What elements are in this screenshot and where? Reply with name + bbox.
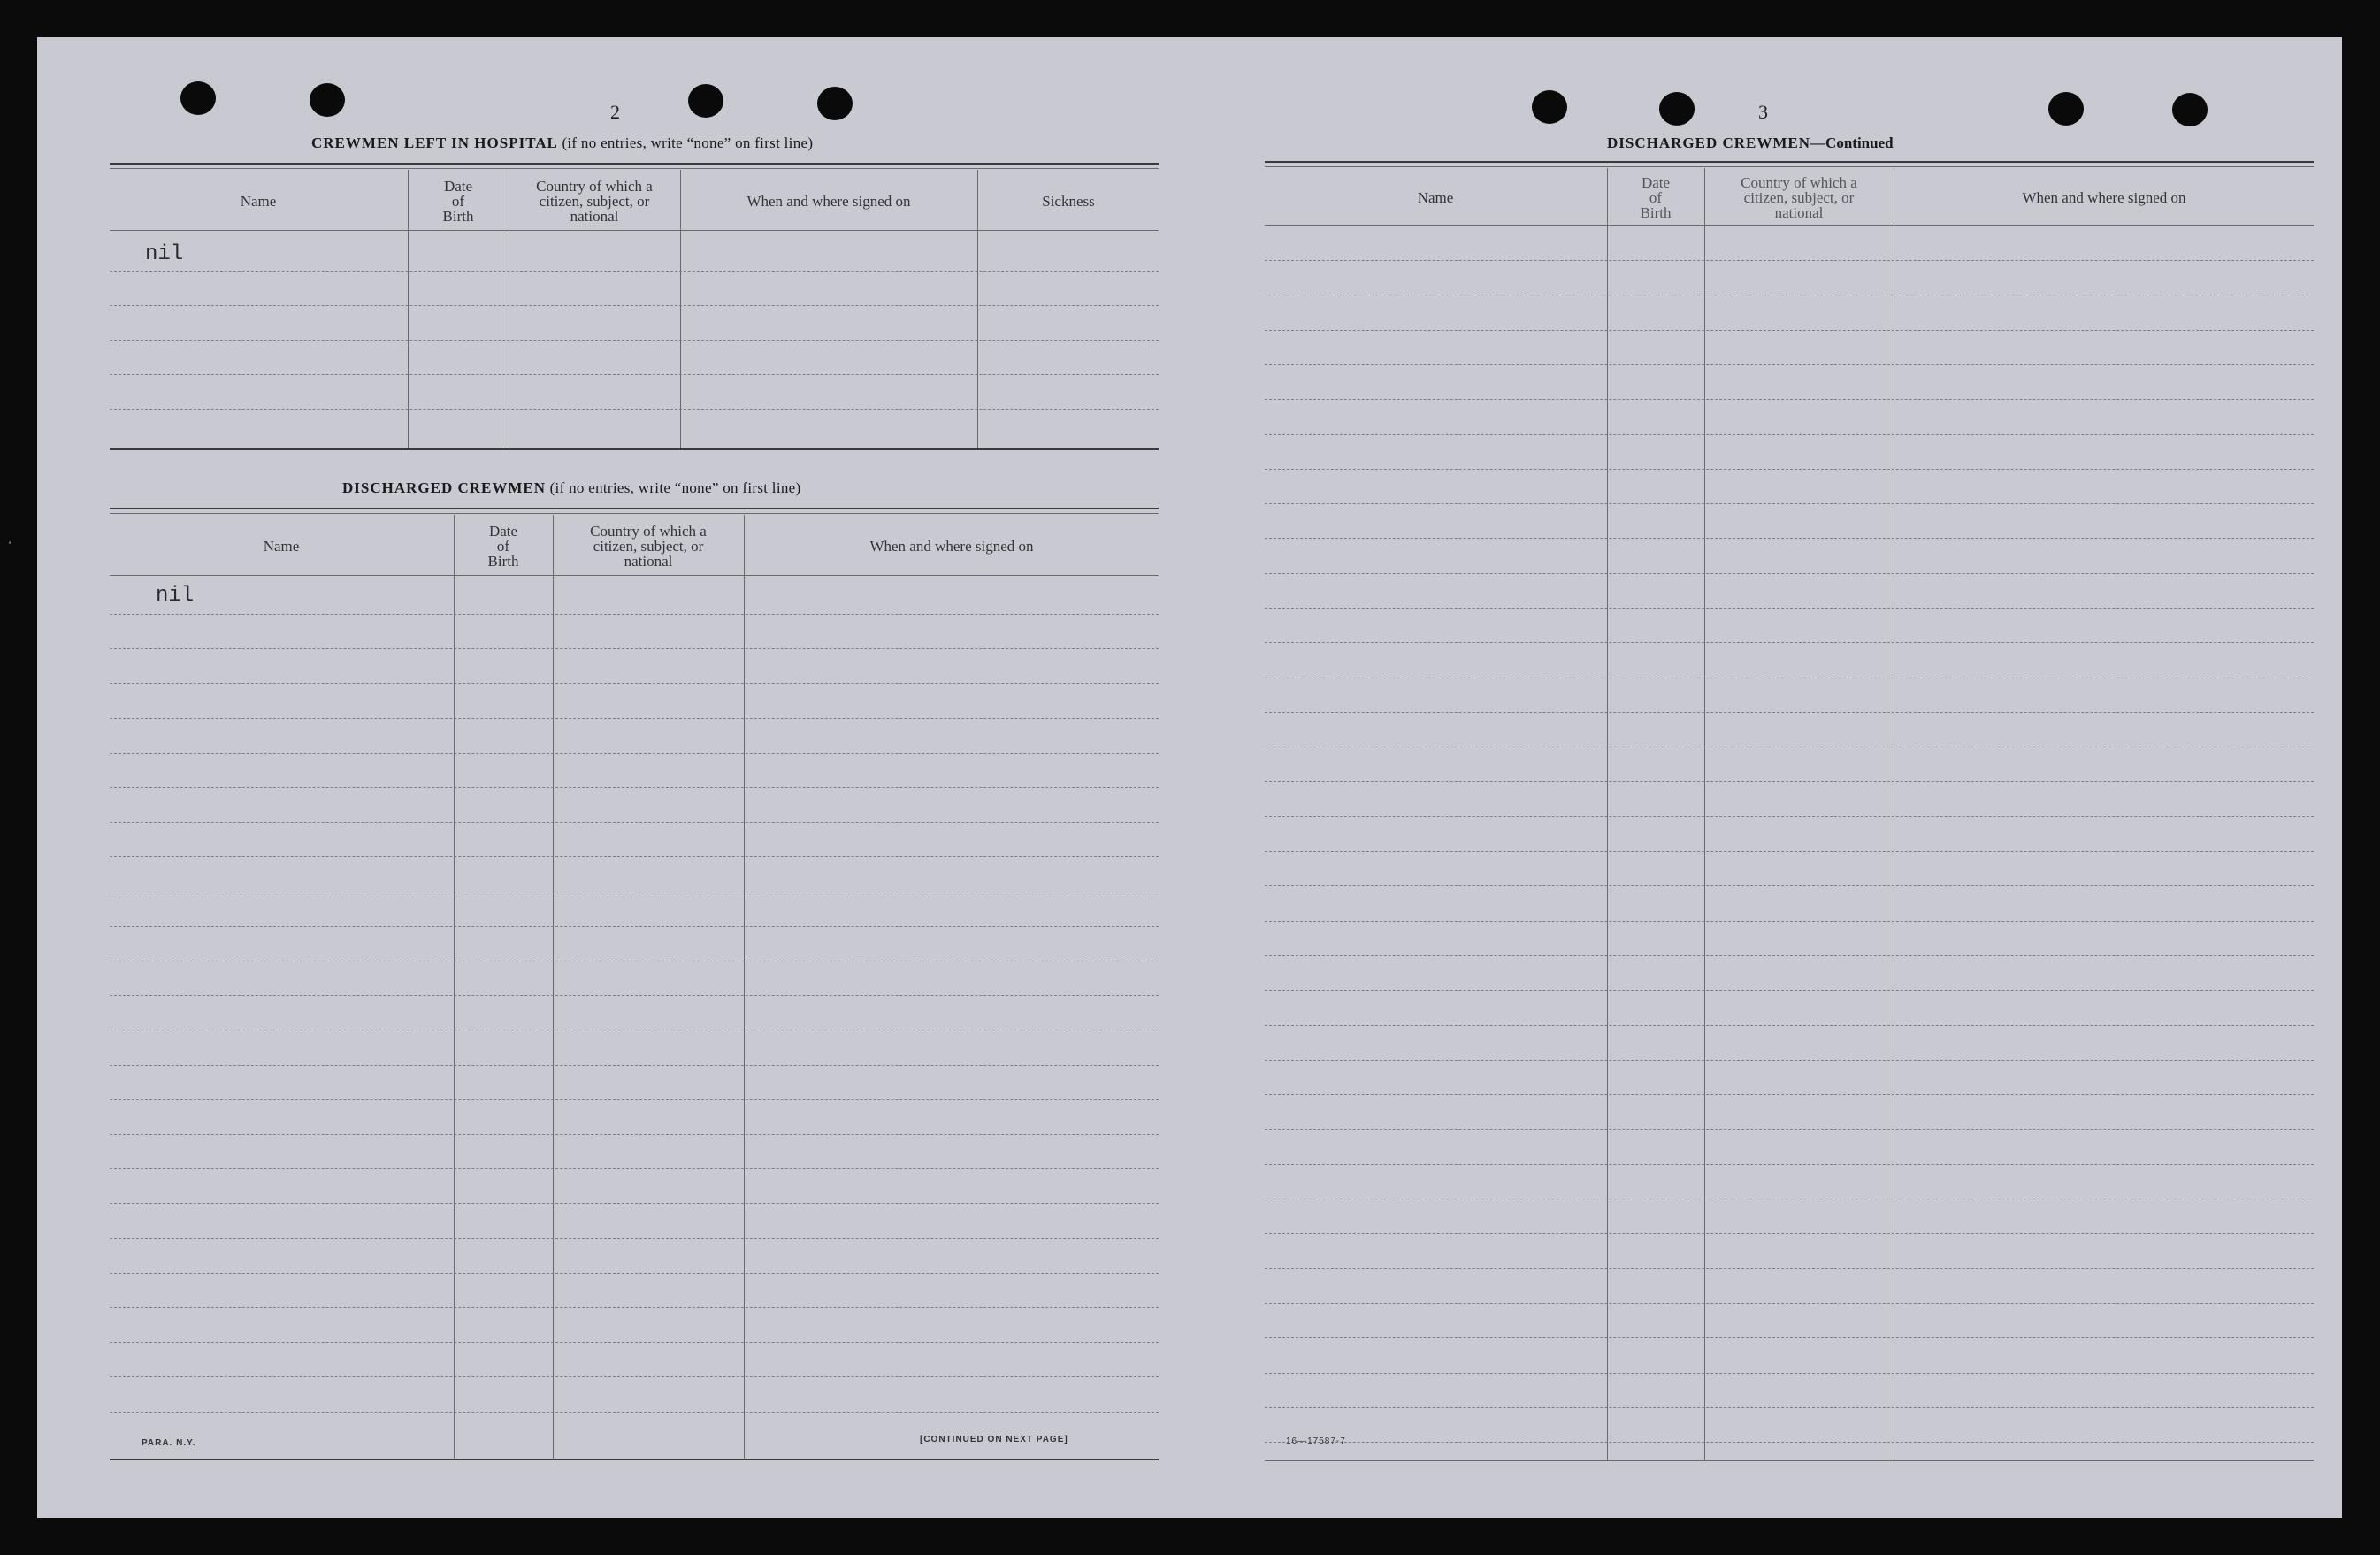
row-line: [1265, 1442, 2314, 1443]
row-line: [110, 926, 1159, 927]
discharged-bottom-rule: [110, 1459, 1159, 1460]
row-line: [110, 995, 1159, 996]
row-line: [1265, 1094, 2314, 1095]
row-line: [110, 1376, 1159, 1377]
continued-top-rule: [1265, 161, 2314, 163]
row-line: [110, 718, 1159, 719]
row-line: [1265, 1164, 2314, 1165]
column-divider: [680, 170, 681, 448]
row-line: [1265, 503, 2314, 504]
discharged-header-date-of-birth: Date of Birth: [487, 522, 519, 570]
hospital-top-rule: [110, 163, 1159, 165]
row-line: [110, 409, 1159, 410]
column-divider: [553, 515, 554, 1459]
hospital-header-signed-on: When and where signed on: [746, 192, 911, 210]
continued-header-date-of-birth: Date of Birth: [1640, 173, 1672, 221]
page-number: 3: [1758, 101, 1768, 123]
column-divider: [454, 515, 455, 1459]
hospital-header-rule: [110, 230, 1159, 231]
row-line: [110, 1134, 1159, 1135]
printer-mark: PARA. N.Y.: [142, 1438, 196, 1448]
continued-header-rule: [1265, 225, 2314, 226]
document-page: [37, 37, 2342, 1518]
page-number: 2: [610, 101, 620, 123]
discharged-header-rule: [110, 575, 1159, 576]
row-line: [1265, 851, 2314, 852]
discharged-title-note: (if no entries, write “none” on first line): [546, 479, 801, 496]
row-line: [110, 753, 1159, 754]
row-line: [1265, 1060, 2314, 1061]
row-line: [1265, 573, 2314, 574]
hospital-title-text: CREWMEN LEFT IN HOSPITAL: [311, 134, 558, 151]
punch-hole: [1659, 92, 1695, 126]
discharged-section-title: [342, 479, 800, 497]
row-line: [110, 1342, 1159, 1343]
row-line: [1265, 364, 2314, 365]
continued-bottom-rule: [1265, 1460, 2314, 1461]
discharged-top-rule-thin: [110, 513, 1159, 514]
punch-hole: [1532, 90, 1567, 124]
row-line: [1265, 399, 2314, 400]
row-line: [1265, 1233, 2314, 1234]
row-line: [110, 340, 1159, 341]
row-line: [110, 1273, 1159, 1274]
row-line: [110, 1238, 1159, 1239]
row-line: [110, 683, 1159, 684]
hospital-section-title: [311, 134, 813, 152]
column-divider: [408, 170, 409, 448]
punch-hole: [310, 83, 345, 117]
column-divider: [1607, 168, 1608, 1460]
continued-title-note: —Continued: [1810, 134, 1894, 151]
continued-header-name: Name: [1417, 188, 1454, 206]
form-number: 16—17587-7: [1286, 1436, 1346, 1446]
row-line: [110, 614, 1159, 615]
hospital-header-name: Name: [240, 192, 277, 210]
discharged-top-rule: [110, 508, 1159, 509]
hospital-header-country: Country of which a citizen, subject, or national: [536, 177, 653, 225]
column-divider: [1704, 168, 1705, 1460]
row-line: [110, 1065, 1159, 1066]
discharged-row-1-name: nil: [156, 584, 195, 608]
row-line: [110, 1412, 1159, 1413]
row-line: [110, 787, 1159, 788]
hospital-row-1-name: nil: [145, 242, 184, 266]
row-line: [110, 856, 1159, 857]
row-line: [1265, 1337, 2314, 1338]
row-line: [1265, 538, 2314, 539]
discharged-continued-title: [1607, 134, 1894, 152]
row-line: [1265, 712, 2314, 713]
row-line: [110, 1203, 1159, 1204]
continued-header-signed-on: When and where signed on: [2022, 188, 2186, 206]
punch-hole: [817, 87, 853, 120]
row-line: [110, 271, 1159, 272]
row-line: [1265, 955, 2314, 956]
row-line: [110, 648, 1159, 649]
row-line: [1265, 330, 2314, 331]
continued-top-rule-thin: [1265, 166, 2314, 167]
continued-title-text: DISCHARGED CREWMEN: [1607, 134, 1811, 151]
hospital-top-rule-thin: [110, 168, 1159, 169]
row-line: [1265, 781, 2314, 782]
row-line: [1265, 642, 2314, 643]
row-line: [1265, 816, 2314, 817]
column-divider: [744, 515, 745, 1459]
punch-hole: [2172, 93, 2208, 126]
punch-hole: [180, 81, 216, 115]
discharged-header-signed-on: When and where signed on: [869, 537, 1034, 555]
column-divider: [977, 170, 978, 448]
row-line: [1265, 434, 2314, 435]
row-line: [1265, 260, 2314, 261]
row-line: [1265, 885, 2314, 886]
hospital-bottom-rule: [110, 448, 1159, 450]
row-line: [110, 822, 1159, 823]
hospital-header-date-of-birth: Date of Birth: [442, 177, 474, 225]
discharged-title-text: DISCHARGED CREWMEN: [342, 479, 547, 496]
punch-hole: [2048, 92, 2084, 126]
row-line: [1265, 1407, 2314, 1408]
row-line: [1265, 921, 2314, 922]
row-line: [110, 1099, 1159, 1100]
row-line: [110, 305, 1159, 306]
discharged-header-name: Name: [263, 537, 300, 555]
row-line: [1265, 1373, 2314, 1374]
continued-note: [CONTINUED ON NEXT PAGE]: [920, 1435, 1068, 1444]
row-line: [1265, 1303, 2314, 1304]
row-line: [1265, 1025, 2314, 1026]
row-line: [1265, 469, 2314, 470]
row-line: [1265, 1129, 2314, 1130]
row-line: [110, 1307, 1159, 1308]
punch-hole: [688, 84, 723, 118]
row-line: [1265, 608, 2314, 609]
discharged-header-country: Country of which a citizen, subject, or national: [590, 522, 707, 570]
scan-speck: [9, 541, 11, 544]
row-line: [1265, 1268, 2314, 1269]
row-line: [1265, 990, 2314, 991]
row-line: [110, 1168, 1159, 1169]
row-line: [110, 374, 1159, 375]
hospital-header-sickness: Sickness: [1042, 192, 1095, 210]
continued-header-country: Country of which a citizen, subject, or national: [1741, 173, 1857, 221]
hospital-title-note: (if no entries, write “none” on first line): [557, 134, 814, 151]
